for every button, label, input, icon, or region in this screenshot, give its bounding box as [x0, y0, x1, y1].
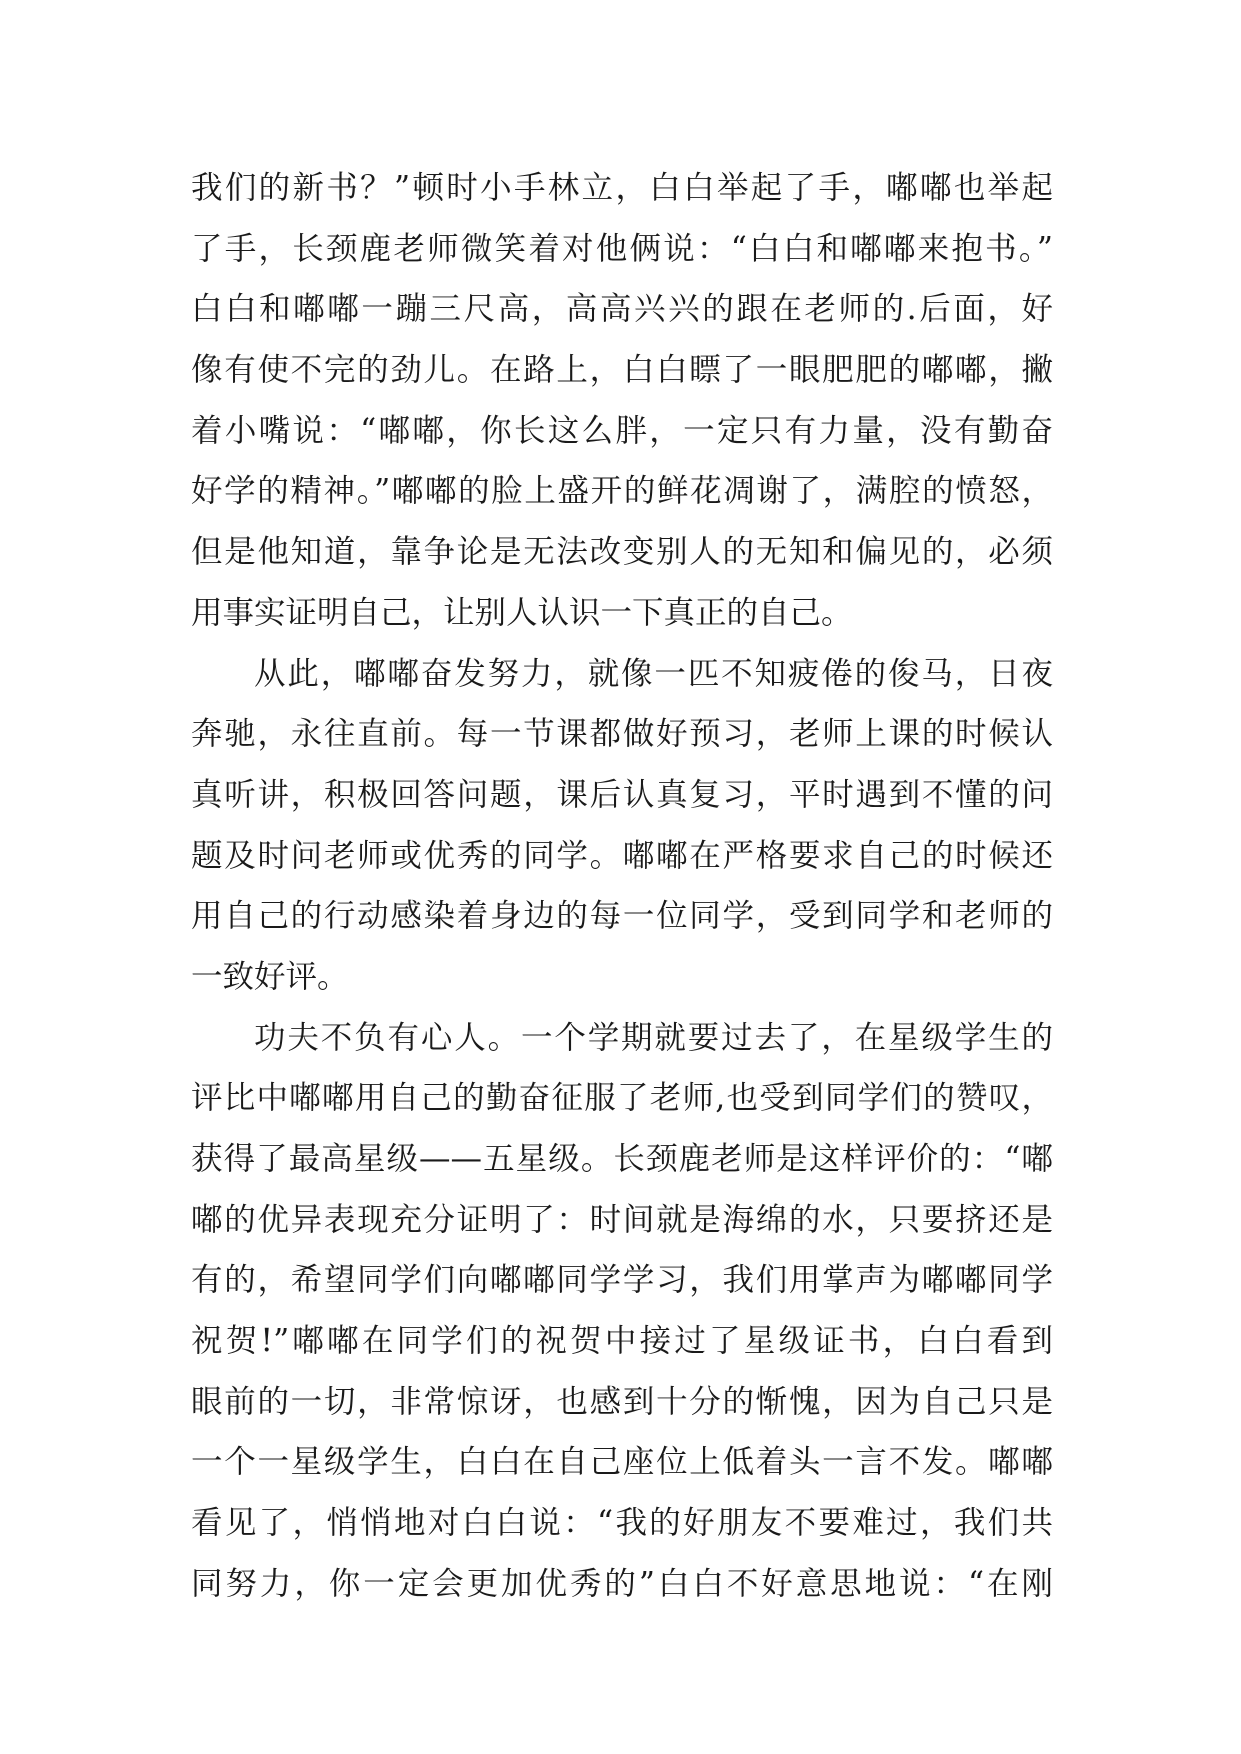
- text-line: 功夫不负有心人。一个学期就要过去了，在星级学生的: [254, 1019, 1053, 1056]
- document-body: [191, 158, 1053, 1615]
- text-line: 我们的新书？”顿时小手林立，白白举起了手，嘟嘟也举起: [191, 170, 1053, 206]
- text-line: 白白和嘟嘟一蹦三尺高，高高兴兴的跟在老师的.后面，好: [191, 291, 1053, 328]
- text-line: 像有使不完的劲儿。在路上，白白瞟了一眼肥肥的嘟嘟，撇: [191, 352, 1053, 389]
- text-line: 眼前的一切，非常惊讶，也感到十分的惭愧，因为自己只是: [191, 1383, 1053, 1420]
- text-line: 用事实证明自己，让别人认识一下真正的自己。: [191, 594, 853, 631]
- text-line: 但是他知道，靠争论是无法改变别人的无知和偏见的，必须: [191, 534, 1053, 571]
- text-line: 一个一星级学生，白白在自己座位上低着头一言不发。嘟嘟: [191, 1444, 1053, 1481]
- text-line: 看见了，悄悄地对白白说：“我的好朋友不要难过，我们共: [191, 1505, 1053, 1542]
- text-line: 有的，希望同学们向嘟嘟同学学习，我们用掌声为嘟嘟同学: [191, 1262, 1053, 1299]
- text-line: 嘟的优异表现充分证明了：时间就是海绵的水，只要挤还是: [191, 1201, 1053, 1238]
- text-line: 题及时问老师或优秀的同学。嘟嘟在严格要求自己的时候还: [191, 837, 1053, 874]
- text-line: 祝贺!”嘟嘟在同学们的祝贺中接过了星级证书，白白看到: [191, 1323, 1053, 1360]
- text-line: 从此，嘟嘟奋发努力，就像一匹不知疲倦的俊马，日夜: [254, 655, 1053, 692]
- text-line: 好学的精神。”嘟嘟的脸上盛开的鲜花凋谢了，满腔的愤怒，: [191, 473, 1053, 510]
- text-line: 了手，长颈鹿老师微笑着对他俩说：“白白和嘟嘟来抱书。”: [191, 230, 1053, 267]
- text-line: 获得了最高星级——五星级。长颈鹿老师是这样评价的：“嘟: [191, 1141, 1053, 1177]
- text-line: 奔驰，永往直前。每一节课都做好预习，老师上课的时候认: [191, 716, 1053, 753]
- text-line: 着小嘴说：“嘟嘟，你长这么胖，一定只有力量，没有勤奋: [191, 412, 1053, 449]
- text-line: 用自己的行动感染着身边的每一位同学，受到同学和老师的: [191, 898, 1053, 935]
- text-line: 真听讲，积极回答问题，课后认真复习，平时遇到不懂的问: [191, 776, 1053, 813]
- text-line: 评比中嘟嘟用自己的勤奋征服了老师,也受到同学们的赞叹，: [191, 1080, 1053, 1117]
- text-line: 同努力，你一定会更加优秀的”白白不好意思地说：“在刚: [191, 1565, 1053, 1602]
- text-line: 一致好评。: [191, 958, 349, 995]
